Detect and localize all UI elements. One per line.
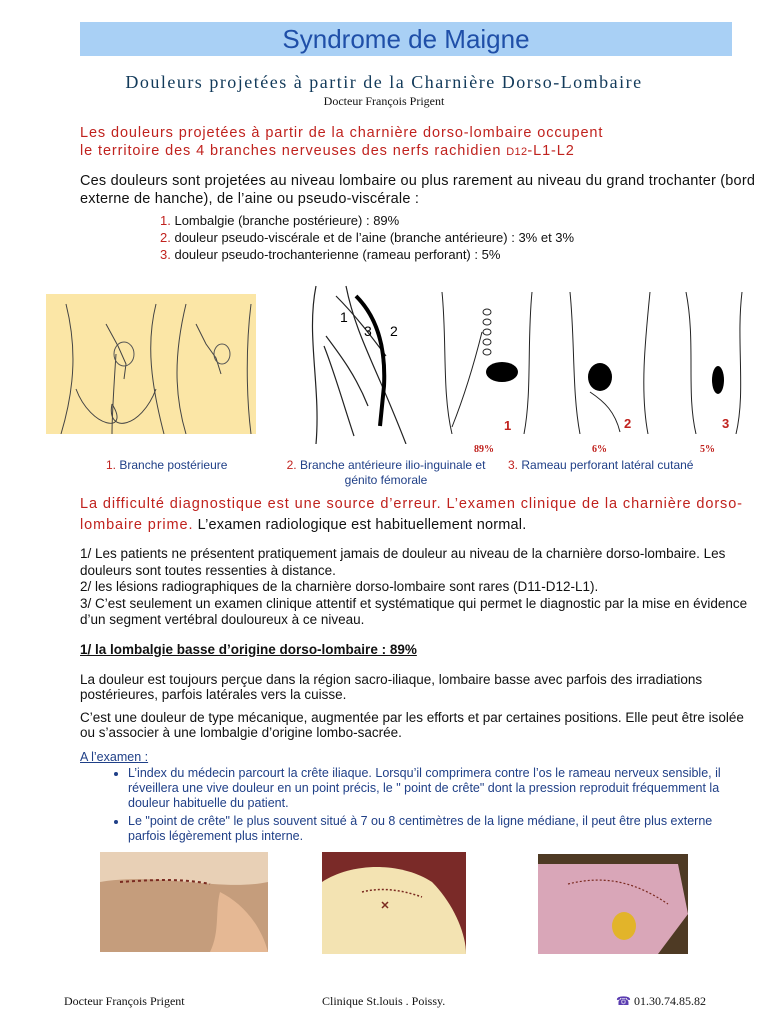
caption-1: 1. Branche postérieure (106, 458, 228, 472)
exam-label: A l’examen : (80, 750, 149, 764)
intro-line-1: Les douleurs projetées à partir de la charnière dorso-lombaire occupent (80, 125, 604, 141)
intro-paragraph: Ces douleurs sont projetées au niveau lombaire ou plus rarement au niveau du grand trochanter (bord externe de hanche), de l’aine ou pseudo-viscérale : (80, 173, 756, 207)
list-item: 3. douleur pseudo-trochanterienne (rameau perforant) : 5% (160, 247, 501, 262)
bullet-item: • Le "point de crête" le plus souvent situé à 7 ou 8 centimètres de la ligne médiane, il peut être plus externe parfois légèrement plus interne. (128, 814, 744, 844)
region-number-2: 2 (624, 416, 632, 431)
pain-region-diagram-1 (432, 292, 542, 434)
pain-list (160, 212, 720, 263)
page-subtitle: Douleurs projetées à partir de la Charnière Dorso-Lombaire (125, 72, 643, 92)
intro-text (80, 124, 740, 161)
page-title: Syndrome de Maigne (282, 24, 530, 54)
point-3: 3/ C’est seulement un examen clinique attentif et systématique qui permet le diagnostic par la mise en évidence d’un segment vertébral douloureux à ce niveau. (80, 595, 748, 627)
nerve-number-2: 2 (390, 323, 398, 339)
percent-label-1: 89% (474, 444, 494, 455)
exam-bullets (104, 766, 744, 847)
exam-illustration-crest (322, 852, 466, 954)
nerve-branch-diagram (296, 276, 422, 444)
footer-phone: ☎ 01.30.74.85.82 (616, 994, 706, 1008)
exam-illustration-nerve (538, 854, 688, 954)
numbered-points (80, 546, 760, 629)
section-paragraph-1: La douleur est toujours perçue dans la région sacro-iliaque, lombaire basse avec parfois des irradiations postérieures, parfois latérales vers la cuisse. (80, 672, 703, 702)
nerve-number-3: 3 (364, 323, 372, 339)
bullet-item: • L’index du médecin parcourt la crête iliaque. Lorsqu’il comprimera contre l’os le rameau nerveux sensible, il réveillera une vive douleur en un point précis, le " point de crête" dont la pression reproduit fréquemment la douleur habituelle du patient. (128, 766, 744, 811)
intro-line-2: le territoire des 4 branches nerveuses des nerfs rachidien D12-L1-L2 (80, 143, 575, 159)
percent-label-3: 5% (700, 444, 715, 455)
point-1: 1/ Les patients ne présentent pratiquement jamais de douleur au niveau de la charnière dorso-lombaire. Les douleurs sont toutes ressenties à distance. (80, 546, 726, 578)
pain-region-diagram-3 (676, 292, 752, 434)
region-number-3: 3 (722, 416, 730, 431)
point-2: 2/ les lésions radiographiques de la charnière dorso-lombaire sont rares (D11-D12-L1). (80, 579, 599, 594)
nerve-number-1: 1 (340, 309, 348, 325)
percent-label-2: 6% (592, 444, 607, 455)
caption-2: 2. Branche antérieure ilio-inguinale et génito fémorale (286, 458, 486, 487)
section-paragraph-2: C’est une douleur de type mécanique, augmentée par les efforts et par certaines positions. Elle peut être isolée ou s’associer à une lombalgie d’origine lombo-sacrée. (80, 710, 744, 740)
back-nerve-illustration (46, 294, 256, 434)
difficulty-paragraph: La difficulté diagnostique est une source d’erreur. L’examen clinique de la charnière dorso-lombaire prime. L’examen radiologique est habituellement normal. (80, 496, 743, 533)
footer-author: Docteur François Prigent (64, 994, 185, 1008)
section-heading: 1/ la lombalgie basse d’origine dorso-lombaire : 89% (80, 642, 417, 657)
list-item: 2. douleur pseudo-viscérale et de l’aine (branche antérieure) : 3% et 3% (160, 230, 575, 245)
title-banner (80, 22, 732, 56)
caption-3: 3. Rameau perforant latéral cutané (508, 458, 694, 472)
phone-icon: ☎ (616, 994, 631, 1008)
exam-photo-back (100, 852, 268, 952)
footer-clinic: Clinique St.louis . Poissy. (322, 994, 446, 1008)
author: Docteur François Prigent (323, 94, 445, 108)
region-number-1: 1 (504, 418, 512, 433)
list-item: 1. Lombalgie (branche postérieure) : 89% (160, 213, 400, 228)
pain-region-diagram-2 (560, 292, 660, 434)
